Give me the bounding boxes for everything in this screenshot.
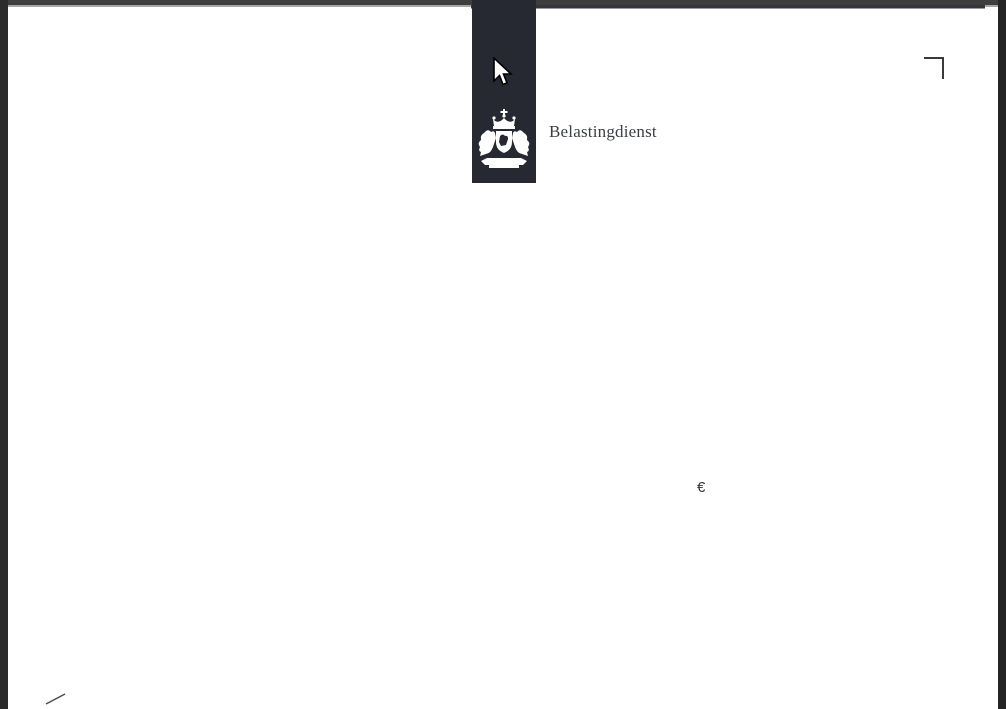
- window-left-edge: [0, 0, 8, 709]
- diagonal-pen-stroke-icon: [44, 691, 68, 707]
- page-top-edge-line-right: [471, 8, 985, 9]
- dutch-coat-of-arms-icon: [477, 109, 531, 173]
- corner-crop-mark-icon: [924, 57, 944, 79]
- euro-currency-symbol: €: [697, 479, 706, 496]
- window-right-edge: [998, 0, 1006, 709]
- brand-wordmark: Belastingdienst: [549, 122, 657, 141]
- mouse-cursor-icon: [491, 57, 513, 89]
